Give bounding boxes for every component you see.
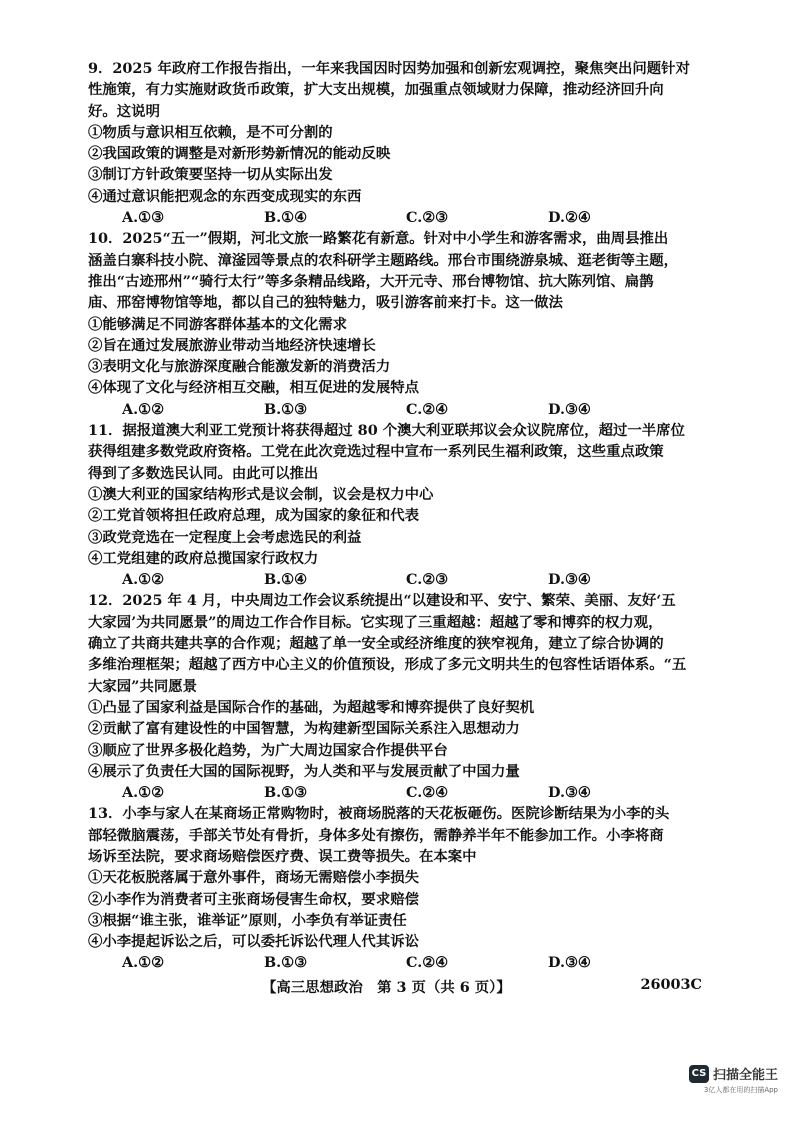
choice-d: D.③④ [548,954,591,972]
choice-c: C.②④ [406,954,449,972]
stem-line: 9．2025 年政府工作报告指出，一年来我国因时因势加强和创新宏观调控，聚焦突出问题针对 [88,60,690,77]
option-3: ③表明文化与旅游深度融合能激发新的消费活力 [88,358,391,376]
option-1: ①天花板脱落属于意外事件，商场无需赔偿小李损失 [88,869,419,887]
stem-line: 12．2025 年 4 月，中央周边工作会议系统提出“以建设和平、安宁、繁荣、美丽、友好‘五 [88,592,676,610]
question-stem [88,803,708,867]
question-13 [88,803,708,973]
choice-c: C.②③ [406,571,449,589]
choice-c: C.②③ [406,209,449,227]
choice-b: B.①③ [264,784,307,802]
choice-d: D.③④ [548,571,591,589]
stem-line: 大家园’为共同愿景”的周边工作合作目标。它实现了三重超越：超越了零和博弈的权力观， [88,613,663,631]
option-4: ④工党组建的政府总揽国家行政权力 [88,549,319,567]
question-stem [88,58,708,122]
question-9 [88,58,708,228]
option-2: ②我国政策的调整是对新形势新情况的能动反映 [88,145,391,163]
exam-page [88,58,708,974]
stem-line: 好。这说明 [88,102,160,120]
page-footer [262,976,702,997]
answer-choices [88,207,708,228]
stem-line: 庙、邢窑博物馆等地，都以自己的独特魅力，吸引游客前来打卡。这一做法 [88,294,563,312]
choice-d: D.②④ [548,209,591,227]
option-1: ①凸显了国家利益是国际合作的基础，为超越零和博弈提供了良好契机 [88,698,535,716]
cs-logo-icon: CS [689,1065,709,1083]
option-2: ②贡献了富有建设性的中国智慧，为构建新型国际关系注入思想动力 [88,720,520,738]
watermark-slogan: 3亿人都在用的扫描App [703,1086,778,1094]
watermark-row [689,1064,778,1083]
option-1: ①澳大利亚的国家结构形式是议会制，议会是权力中心 [88,485,434,503]
option-2: ②旨在通过发展旅游业带动当地经济快速增长 [88,336,376,354]
stem-line: 确立了共商共建共享的合作观；超越了单一安全或经济维度的狭窄视角，建立了综合协调的 [88,635,664,653]
answer-choices [88,399,708,420]
choice-c: C.②④ [406,400,449,418]
question-stem [88,420,708,484]
question-stem [88,590,708,696]
choice-b: B.①④ [264,571,307,589]
option-2: ②工党首领将担任政府总理，成为国家的象征和代表 [88,507,419,525]
stem-line: 场诉至法院，要求商场赔偿医疗费、误工费等损失。在本案中 [88,847,477,865]
option-4: ④体现了文化与经济相互交融，相互促进的发展特点 [88,379,419,397]
choice-d: D.③④ [548,400,591,418]
choice-b: B.①④ [264,209,307,227]
choice-a: A.①② [122,400,164,418]
question-12 [88,590,708,803]
choice-a: A.①② [122,784,164,802]
option-3: ③根据“谁主张，谁举证”原则，小李负有举证责任 [88,911,407,929]
question-11 [88,420,708,590]
scanner-watermark [689,1064,778,1095]
stem-line: 部轻微脑震荡，手部关节处有骨折，身体多处有擦伤，需静养半年不能参加工作。小李将商 [88,826,664,844]
watermark-name: 扫描全能王 [712,1068,778,1083]
choice-b: B.①③ [264,400,307,418]
stem-line: 11．据报道澳大利亚工党预计将获得超过 80 个澳大利亚联邦议会众议院席位，超过一半席位 [88,422,685,440]
option-3: ③制订方针政策要坚持一切从实际出发 [88,166,333,184]
stem-line: 13．小李与家人在某商场正常购物时，被商场脱落的天花板砸伤。医院诊断结果为小李的头 [88,805,670,823]
answer-choices [88,782,708,803]
option-1: ①能够满足不同游客群体基本的文化需求 [88,315,348,333]
option-4: ④小李提起诉讼之后，可以委托诉讼代理人代其诉讼 [88,933,419,951]
stem-line: 多维治理框架；超越了西方中心主义的价值预设，形成了多元文明共生的包容性话语体系。“五 [88,656,687,674]
choice-b: B.①③ [264,954,307,972]
answer-choices [88,569,708,590]
choice-d: D.③④ [548,784,591,802]
exam-code: 26003C [640,976,702,993]
stem-line: 涵盖白寨科技小院、漳滏园等景点的农科研学主题路线。邢台市围绕游泉城、逛老街等主题， [88,251,679,269]
option-3: ③顺应了世界多极化趋势，为广大周边国家合作提供平台 [88,741,448,759]
stem-line: 10．2025“五一”假期，河北文旅一路繁花有新意。针对中小学生和游客需求，曲周县推出 [88,230,669,248]
choice-a: A.①② [122,954,164,972]
option-4: ④通过意识能把观念的东西变成现实的东西 [88,187,362,205]
option-1: ①物质与意识相互依赖，是不可分割的 [88,123,333,141]
question-stem [88,228,708,313]
option-4: ④展示了负责任大国的国际视野，为人类和平与发展贡献了中国力量 [88,762,520,780]
option-2: ②小李作为消费者可主张商场侵害生命权，要求赔偿 [88,890,419,908]
choice-a: A.①③ [122,209,164,227]
stem-line: 大家园”共同愿景 [88,677,198,695]
answer-choices [88,952,708,973]
option-3: ③政党竞选在一定程度上会考虑选民的利益 [88,528,362,546]
question-10 [88,228,708,420]
stem-line: 性施策，有力实施财政货币政策，扩大支出规模，加强重点领域财力保障，推动经济回升向 [88,81,664,99]
choice-a: A.①② [122,571,164,589]
page-label: 【高三思想政治 第 3 页（共 6 页）】 [262,979,511,996]
stem-line: 推出“古迹邢州”“骑行太行”等多条精品线路，大开元寺、邢台博物馆、抗大陈列馆、扁鹊 [88,272,654,290]
stem-line: 得到了多数选民认同。由此可以推出 [88,464,319,482]
choice-c: C.②④ [406,784,449,802]
stem-line: 获得组建多数党政府资格。工党在此次竞选过程中宣布一系列民生福利政策，这些重点政策 [88,443,664,461]
